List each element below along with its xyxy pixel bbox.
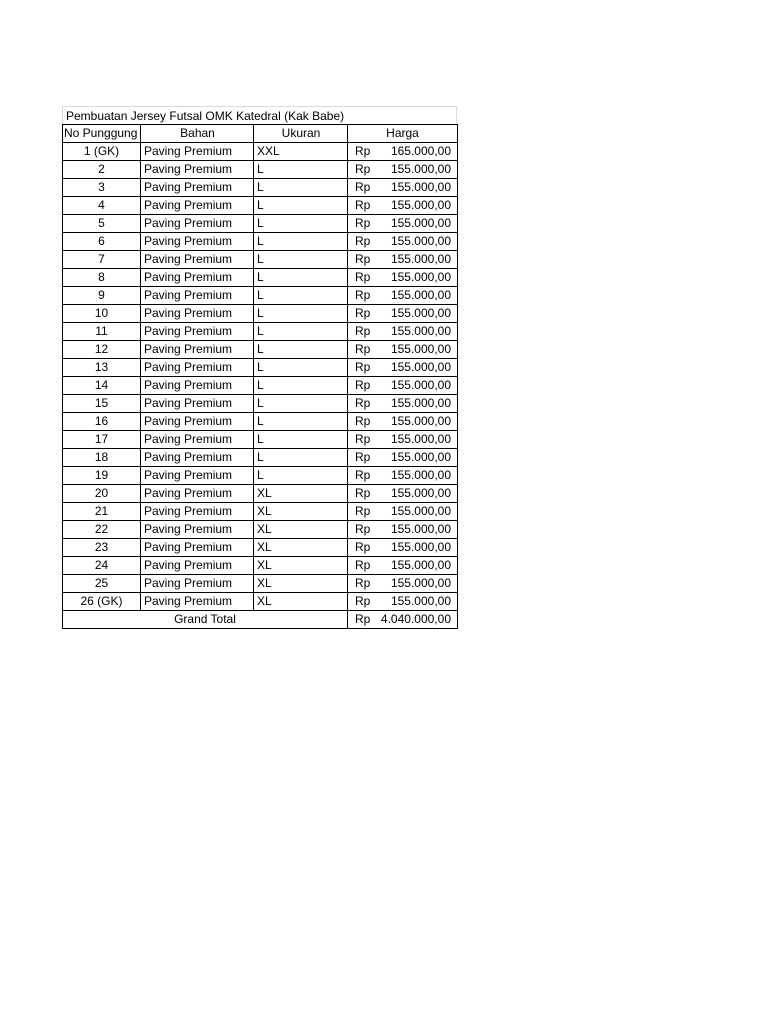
cell-bahan: Paving Premium bbox=[141, 593, 254, 611]
currency-label: Rp bbox=[355, 378, 371, 392]
cell-bahan: Paving Premium bbox=[141, 251, 254, 269]
cell-harga bbox=[348, 521, 458, 539]
cell-no-punggung: 12 bbox=[63, 341, 141, 359]
cell-harga bbox=[348, 143, 458, 161]
cell-harga bbox=[348, 161, 458, 179]
cell-no-punggung: 15 bbox=[63, 395, 141, 413]
table-row bbox=[63, 557, 458, 575]
currency-label: Rp bbox=[355, 216, 371, 230]
table-row bbox=[63, 269, 458, 287]
cell-no-punggung: 11 bbox=[63, 323, 141, 341]
cell-harga bbox=[348, 485, 458, 503]
cell-no-punggung: 22 bbox=[63, 521, 141, 539]
cell-no-punggung: 21 bbox=[63, 503, 141, 521]
cell-ukuran: L bbox=[254, 395, 348, 413]
header-row bbox=[63, 125, 458, 143]
price-value: 155.000,00 bbox=[390, 414, 451, 428]
price-value: 155.000,00 bbox=[390, 288, 451, 302]
cell-ukuran: XXL bbox=[254, 143, 348, 161]
price-value: 155.000,00 bbox=[390, 270, 451, 284]
currency-label: Rp bbox=[355, 324, 371, 338]
cell-no-punggung: 24 bbox=[63, 557, 141, 575]
cell-no-punggung: 3 bbox=[63, 179, 141, 197]
currency-label: Rp bbox=[355, 504, 371, 518]
cell-bahan: Paving Premium bbox=[141, 377, 254, 395]
price-value: 155.000,00 bbox=[390, 450, 451, 464]
grand-total-value: 4.040.000,00 bbox=[380, 612, 451, 626]
table-row bbox=[63, 575, 458, 593]
cell-harga bbox=[348, 251, 458, 269]
cell-ukuran: L bbox=[254, 233, 348, 251]
table-row bbox=[63, 215, 458, 233]
cell-harga bbox=[348, 413, 458, 431]
cell-bahan: Paving Premium bbox=[141, 413, 254, 431]
cell-no-punggung: 10 bbox=[63, 305, 141, 323]
cell-bahan: Paving Premium bbox=[141, 323, 254, 341]
cell-bahan: Paving Premium bbox=[141, 521, 254, 539]
cell-harga bbox=[348, 449, 458, 467]
table-row bbox=[63, 395, 458, 413]
currency-label: Rp bbox=[355, 270, 371, 284]
currency-label: Rp bbox=[355, 576, 371, 590]
table-row bbox=[63, 143, 458, 161]
cell-ukuran: L bbox=[254, 467, 348, 485]
cell-harga bbox=[348, 287, 458, 305]
grand-total-row bbox=[63, 611, 458, 629]
cell-bahan: Paving Premium bbox=[141, 575, 254, 593]
table-row bbox=[63, 179, 458, 197]
grand-total-cell bbox=[348, 611, 458, 629]
cell-ukuran: XL bbox=[254, 503, 348, 521]
table-row bbox=[63, 485, 458, 503]
currency-label: Rp bbox=[355, 486, 371, 500]
cell-bahan: Paving Premium bbox=[141, 269, 254, 287]
grand-total-label: Grand Total bbox=[63, 611, 348, 629]
cell-bahan: Paving Premium bbox=[141, 359, 254, 377]
cell-ukuran: L bbox=[254, 449, 348, 467]
table-row bbox=[63, 161, 458, 179]
table-row bbox=[63, 503, 458, 521]
currency-label: Rp bbox=[355, 198, 371, 212]
price-value: 155.000,00 bbox=[390, 198, 451, 212]
cell-ukuran: L bbox=[254, 269, 348, 287]
cell-bahan: Paving Premium bbox=[141, 395, 254, 413]
price-value: 155.000,00 bbox=[390, 360, 451, 374]
cell-harga bbox=[348, 575, 458, 593]
currency-label: Rp bbox=[355, 252, 371, 266]
price-value: 155.000,00 bbox=[390, 504, 451, 518]
cell-harga bbox=[348, 197, 458, 215]
cell-harga bbox=[348, 341, 458, 359]
cell-no-punggung: 8 bbox=[63, 269, 141, 287]
table-row bbox=[63, 521, 458, 539]
currency-label: Rp bbox=[355, 234, 371, 248]
cell-harga bbox=[348, 431, 458, 449]
price-value: 155.000,00 bbox=[390, 378, 451, 392]
currency-label: Rp bbox=[355, 594, 371, 608]
currency-label: Rp bbox=[355, 342, 371, 356]
cell-bahan: Paving Premium bbox=[141, 215, 254, 233]
currency-label: Rp bbox=[355, 558, 371, 572]
cell-ukuran: L bbox=[254, 431, 348, 449]
header-ukuran: Ukuran bbox=[254, 125, 348, 143]
price-value: 165.000,00 bbox=[390, 144, 451, 158]
cell-ukuran: L bbox=[254, 305, 348, 323]
price-value: 155.000,00 bbox=[390, 468, 451, 482]
cell-no-punggung: 9 bbox=[63, 287, 141, 305]
price-value: 155.000,00 bbox=[390, 342, 451, 356]
spreadsheet bbox=[62, 106, 457, 629]
price-value: 155.000,00 bbox=[390, 486, 451, 500]
table-row bbox=[63, 377, 458, 395]
cell-bahan: Paving Premium bbox=[141, 287, 254, 305]
currency-label: Rp bbox=[355, 162, 371, 176]
cell-harga bbox=[348, 179, 458, 197]
cell-harga bbox=[348, 503, 458, 521]
cell-no-punggung: 1 (GK) bbox=[63, 143, 141, 161]
header-harga: Harga bbox=[348, 125, 458, 143]
table-row bbox=[63, 413, 458, 431]
cell-harga bbox=[348, 467, 458, 485]
jersey-order-table bbox=[62, 124, 458, 629]
currency-label: Rp bbox=[355, 450, 371, 464]
cell-harga bbox=[348, 215, 458, 233]
price-value: 155.000,00 bbox=[390, 576, 451, 590]
cell-harga bbox=[348, 269, 458, 287]
table-row bbox=[63, 341, 458, 359]
cell-ukuran: L bbox=[254, 377, 348, 395]
cell-bahan: Paving Premium bbox=[141, 161, 254, 179]
cell-no-punggung: 13 bbox=[63, 359, 141, 377]
currency-label: Rp bbox=[355, 396, 371, 410]
price-value: 155.000,00 bbox=[390, 324, 451, 338]
cell-ukuran: L bbox=[254, 251, 348, 269]
cell-harga bbox=[348, 323, 458, 341]
cell-bahan: Paving Premium bbox=[141, 197, 254, 215]
cell-no-punggung: 4 bbox=[63, 197, 141, 215]
table-row bbox=[63, 323, 458, 341]
table-row bbox=[63, 431, 458, 449]
cell-harga bbox=[348, 539, 458, 557]
price-value: 155.000,00 bbox=[390, 594, 451, 608]
cell-bahan: Paving Premium bbox=[141, 503, 254, 521]
currency-label: Rp bbox=[355, 414, 371, 428]
cell-no-punggung: 20 bbox=[63, 485, 141, 503]
table-row bbox=[63, 593, 458, 611]
cell-bahan: Paving Premium bbox=[141, 539, 254, 557]
cell-no-punggung: 23 bbox=[63, 539, 141, 557]
price-value: 155.000,00 bbox=[390, 522, 451, 536]
currency-label: Rp bbox=[355, 360, 371, 374]
cell-harga bbox=[348, 359, 458, 377]
price-value: 155.000,00 bbox=[390, 162, 451, 176]
cell-bahan: Paving Premium bbox=[141, 341, 254, 359]
cell-harga bbox=[348, 395, 458, 413]
cell-bahan: Paving Premium bbox=[141, 143, 254, 161]
table-row bbox=[63, 539, 458, 557]
cell-harga bbox=[348, 593, 458, 611]
cell-ukuran: L bbox=[254, 197, 348, 215]
cell-bahan: Paving Premium bbox=[141, 431, 254, 449]
cell-harga bbox=[348, 305, 458, 323]
cell-harga bbox=[348, 557, 458, 575]
currency-label: Rp bbox=[355, 180, 371, 194]
cell-no-punggung: 2 bbox=[63, 161, 141, 179]
currency-label: Rp bbox=[355, 288, 371, 302]
cell-no-punggung: 16 bbox=[63, 413, 141, 431]
price-value: 155.000,00 bbox=[390, 306, 451, 320]
cell-ukuran: L bbox=[254, 341, 348, 359]
cell-bahan: Paving Premium bbox=[141, 305, 254, 323]
cell-ukuran: XL bbox=[254, 539, 348, 557]
cell-ukuran: XL bbox=[254, 521, 348, 539]
cell-bahan: Paving Premium bbox=[141, 179, 254, 197]
cell-no-punggung: 14 bbox=[63, 377, 141, 395]
currency-label: Rp bbox=[355, 468, 371, 482]
sheet-title: Pembuatan Jersey Futsal OMK Katedral (Kak Babe) bbox=[62, 106, 457, 124]
cell-ukuran: L bbox=[254, 413, 348, 431]
cell-bahan: Paving Premium bbox=[141, 557, 254, 575]
cell-no-punggung: 18 bbox=[63, 449, 141, 467]
cell-bahan: Paving Premium bbox=[141, 467, 254, 485]
cell-ukuran: L bbox=[254, 323, 348, 341]
table-row bbox=[63, 359, 458, 377]
table-row bbox=[63, 449, 458, 467]
table-row bbox=[63, 305, 458, 323]
grand-total-currency: Rp bbox=[355, 612, 371, 626]
table-row bbox=[63, 233, 458, 251]
header-bahan: Bahan bbox=[141, 125, 254, 143]
price-value: 155.000,00 bbox=[390, 252, 451, 266]
cell-ukuran: L bbox=[254, 161, 348, 179]
cell-no-punggung: 17 bbox=[63, 431, 141, 449]
currency-label: Rp bbox=[355, 432, 371, 446]
cell-bahan: Paving Premium bbox=[141, 233, 254, 251]
cell-bahan: Paving Premium bbox=[141, 485, 254, 503]
table-row bbox=[63, 467, 458, 485]
currency-label: Rp bbox=[355, 522, 371, 536]
cell-ukuran: XL bbox=[254, 557, 348, 575]
price-value: 155.000,00 bbox=[390, 432, 451, 446]
cell-harga bbox=[348, 233, 458, 251]
cell-ukuran: XL bbox=[254, 575, 348, 593]
currency-label: Rp bbox=[355, 306, 371, 320]
currency-label: Rp bbox=[355, 144, 371, 158]
cell-bahan: Paving Premium bbox=[141, 449, 254, 467]
cell-no-punggung: 7 bbox=[63, 251, 141, 269]
table-row bbox=[63, 287, 458, 305]
cell-ukuran: XL bbox=[254, 485, 348, 503]
cell-no-punggung: 5 bbox=[63, 215, 141, 233]
cell-ukuran: L bbox=[254, 287, 348, 305]
cell-ukuran: L bbox=[254, 359, 348, 377]
cell-ukuran: XL bbox=[254, 593, 348, 611]
price-value: 155.000,00 bbox=[390, 180, 451, 194]
currency-label: Rp bbox=[355, 540, 371, 554]
price-value: 155.000,00 bbox=[390, 234, 451, 248]
table-row bbox=[63, 197, 458, 215]
price-value: 155.000,00 bbox=[390, 216, 451, 230]
cell-ukuran: L bbox=[254, 179, 348, 197]
price-value: 155.000,00 bbox=[390, 558, 451, 572]
table-row bbox=[63, 251, 458, 269]
price-value: 155.000,00 bbox=[390, 396, 451, 410]
cell-no-punggung: 25 bbox=[63, 575, 141, 593]
cell-no-punggung: 6 bbox=[63, 233, 141, 251]
cell-ukuran: L bbox=[254, 215, 348, 233]
cell-no-punggung: 26 (GK) bbox=[63, 593, 141, 611]
header-no-punggung: No Punggung bbox=[63, 125, 141, 143]
cell-no-punggung: 19 bbox=[63, 467, 141, 485]
price-value: 155.000,00 bbox=[390, 540, 451, 554]
cell-harga bbox=[348, 377, 458, 395]
